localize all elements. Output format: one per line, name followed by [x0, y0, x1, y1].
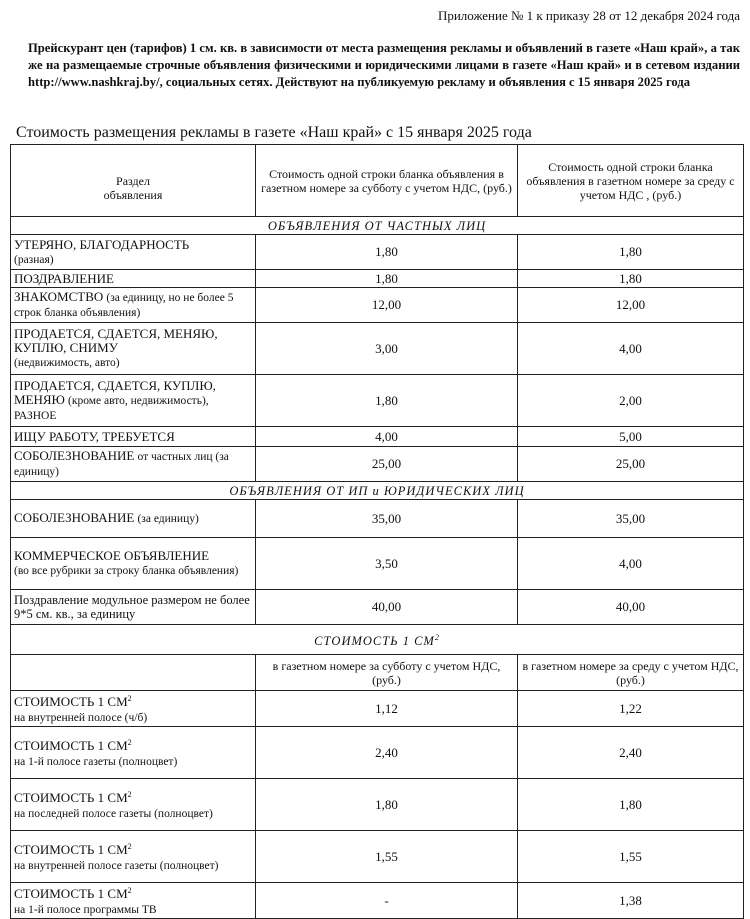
row-note-text: на 1-й полосе газеты (полноцвет) — [14, 755, 178, 768]
row-main-text: Поздравление модульное размером не более 9*5 см. кв., за единицу — [14, 593, 250, 621]
table-row — [11, 883, 744, 919]
row-label — [11, 235, 256, 270]
table-row — [11, 538, 744, 590]
table-caption: Стоимость размещения рекламы в газете «Наш край» с 15 января 2025 года — [16, 124, 532, 141]
row-label — [11, 883, 256, 919]
row-main-text: СТОИМОСТЬ 1 СМ — [14, 790, 128, 806]
row-main-text: СТОИМОСТЬ 1 СМ — [14, 842, 128, 858]
section-cm-row — [11, 625, 744, 655]
wednesday-price: 4,00 — [518, 323, 744, 375]
row-superscript: 2 — [127, 694, 132, 704]
row-main-text: СОБОЛЕЗНОВАНИЕ — [14, 510, 135, 525]
wednesday-price: 1,80 — [518, 779, 744, 831]
row-note-text: от частных лиц (за единицу) — [14, 451, 229, 478]
row-label — [11, 447, 256, 482]
row-note-text: на 1-й полосе программы ТВ — [14, 903, 157, 916]
row-label — [11, 590, 256, 625]
saturday-price: 1,80 — [256, 779, 518, 831]
row-main-text: УТЕРЯНО, БЛАГОДАРНОСТЬ — [14, 236, 190, 252]
row-superscript: 2 — [127, 886, 132, 896]
saturday-price: - — [256, 883, 518, 919]
wednesday-price: 12,00 — [518, 288, 744, 323]
saturday-price: 1,12 — [256, 691, 518, 727]
table-row — [11, 691, 744, 727]
price-table — [10, 144, 744, 919]
wednesday-price: 2,40 — [518, 727, 744, 779]
row-label — [11, 691, 256, 727]
cm-header-row — [11, 655, 744, 691]
row-superscript: 2 — [127, 790, 132, 800]
wednesday-price: 1,55 — [518, 831, 744, 883]
row-main-text: ПРОДАЕТСЯ, СДАЕТСЯ, КУПЛЮ, МЕНЯЮ — [14, 377, 216, 407]
table-row — [11, 727, 744, 779]
table-row — [11, 427, 744, 447]
row-superscript: 2 — [127, 842, 132, 852]
table-row — [11, 779, 744, 831]
row-note-text: (за единицу, но не более 5 строк бланка объявления) — [14, 292, 234, 319]
row-note-text: на последней полосе газеты (полноцвет) — [14, 807, 213, 820]
price-list-intro: Прейскурант цен (тарифов) 1 см. кв. в зависимости от места размещения рекламы и объявлений в газете «Наш край», а так же на размещаемые строчные объявления физическими и юридическими лицами в газете «Наш край» и в сетевом издании http://www.nashkraj.by/, социальных сетях. Действуют на публикуемую рекламу и объявления с 15 января 2025 года — [28, 41, 740, 89]
header-wednesday-price: Стоимость одной строки бланка объявления в газетном номере за среду с учетом НДС , (руб.) — [518, 145, 744, 217]
table-row — [11, 288, 744, 323]
saturday-price: 3,00 — [256, 323, 518, 375]
row-note-text: (кроме авто, недвижимость), РАЗНОЕ — [14, 394, 209, 422]
cm-header-saturday: в газетном номере за субботу с учетом НДС, (руб.) — [256, 655, 518, 691]
section-cm-text: СТОИМОСТЬ 1 СМ — [314, 634, 435, 649]
section-legal-title: ОБЪЯВЛЕНИЯ ОТ ИП и ЮРИДИЧЕСКИХ ЛИЦ — [11, 482, 744, 500]
row-label — [11, 500, 256, 538]
table-row — [11, 323, 744, 375]
wednesday-price: 40,00 — [518, 590, 744, 625]
saturday-price: 1,80 — [256, 375, 518, 427]
table-row — [11, 375, 744, 427]
row-label — [11, 427, 256, 447]
saturday-price: 3,50 — [256, 538, 518, 590]
wednesday-price: 35,00 — [518, 500, 744, 538]
row-label — [11, 831, 256, 883]
row-note-text: (разная) — [14, 253, 54, 266]
row-label — [11, 270, 256, 288]
row-main-text: СТОИМОСТЬ 1 СМ — [14, 886, 128, 902]
saturday-price: 1,80 — [256, 270, 518, 288]
saturday-price: 40,00 — [256, 590, 518, 625]
table-row — [11, 447, 744, 482]
section-private-title: ОБЪЯВЛЕНИЯ ОТ ЧАСТНЫХ ЛИЦ — [11, 217, 744, 235]
row-label — [11, 779, 256, 831]
row-note-text: (недвижимость, авто) — [14, 357, 120, 369]
header-saturday-price: Стоимость одной строки бланка объявления в газетном номере за субботу с учетом НДС, (руб.) — [256, 145, 518, 217]
table-row — [11, 500, 744, 538]
wednesday-price: 4,00 — [518, 538, 744, 590]
saturday-price: 35,00 — [256, 500, 518, 538]
table-row — [11, 270, 744, 288]
saturday-price: 1,80 — [256, 235, 518, 270]
header-section-line1: Раздел — [116, 173, 150, 188]
saturday-price: 25,00 — [256, 447, 518, 482]
row-main-text: ПОЗДРАВЛЕНИЕ — [14, 270, 114, 286]
row-note-text: (за единицу) — [137, 513, 199, 525]
table-header-row — [11, 145, 744, 217]
row-main-text: СТОИМОСТЬ 1 СМ — [14, 738, 128, 754]
row-main-text: СТОИМОСТЬ 1 СМ — [14, 694, 128, 710]
row-label — [11, 323, 256, 375]
wednesday-price: 1,38 — [518, 883, 744, 919]
wednesday-price: 25,00 — [518, 447, 744, 482]
table-row — [11, 831, 744, 883]
table-row — [11, 590, 744, 625]
section-cm-superscript: 2 — [434, 632, 440, 642]
row-main-text: КОММЕРЧЕСКОЕ ОБЪЯВЛЕНИЕ — [14, 548, 210, 563]
cm-header-empty — [11, 655, 256, 691]
wednesday-price: 2,00 — [518, 375, 744, 427]
saturday-price: 4,00 — [256, 427, 518, 447]
saturday-price: 1,55 — [256, 831, 518, 883]
row-label — [11, 288, 256, 323]
row-main-text: ИЩУ РАБОТУ, ТРЕБУЕТСЯ — [14, 428, 175, 444]
row-note-text: на внутренней полосе газеты (полноцвет) — [14, 859, 219, 872]
header-section-cell — [11, 145, 256, 217]
header-section-line2: объявления — [103, 187, 163, 202]
row-label — [11, 727, 256, 779]
row-label — [11, 538, 256, 590]
section-legal-row — [11, 482, 744, 500]
wednesday-price: 5,00 — [518, 427, 744, 447]
section-private-row — [11, 217, 744, 235]
cm-header-wednesday: в газетном номере за среду с учетом НДС, (руб.) — [518, 655, 744, 691]
saturday-price: 2,40 — [256, 727, 518, 779]
row-superscript: 2 — [127, 738, 132, 748]
row-note-text: на внутренней полосе (ч/б) — [14, 711, 148, 724]
row-main-text: СОБОЛЕЗНОВАНИЕ — [14, 448, 135, 463]
table-row — [11, 235, 744, 270]
wednesday-price: 1,22 — [518, 691, 744, 727]
section-cm-title — [11, 625, 744, 655]
row-label — [11, 375, 256, 427]
appendix-note: Приложение № 1 к приказу 28 от 12 декабря 2024 года — [437, 8, 740, 23]
row-main-text: ПРОДАЕТСЯ, СДАЕТСЯ, МЕНЯЮ, КУПЛЮ, СНИМУ — [14, 326, 218, 355]
saturday-price: 12,00 — [256, 288, 518, 323]
row-main-text: ЗНАКОМСТВО — [14, 289, 104, 304]
wednesday-price: 1,80 — [518, 270, 744, 288]
row-note-text: (во все рубрики за строку бланка объявления) — [14, 565, 239, 577]
wednesday-price: 1,80 — [518, 235, 744, 270]
